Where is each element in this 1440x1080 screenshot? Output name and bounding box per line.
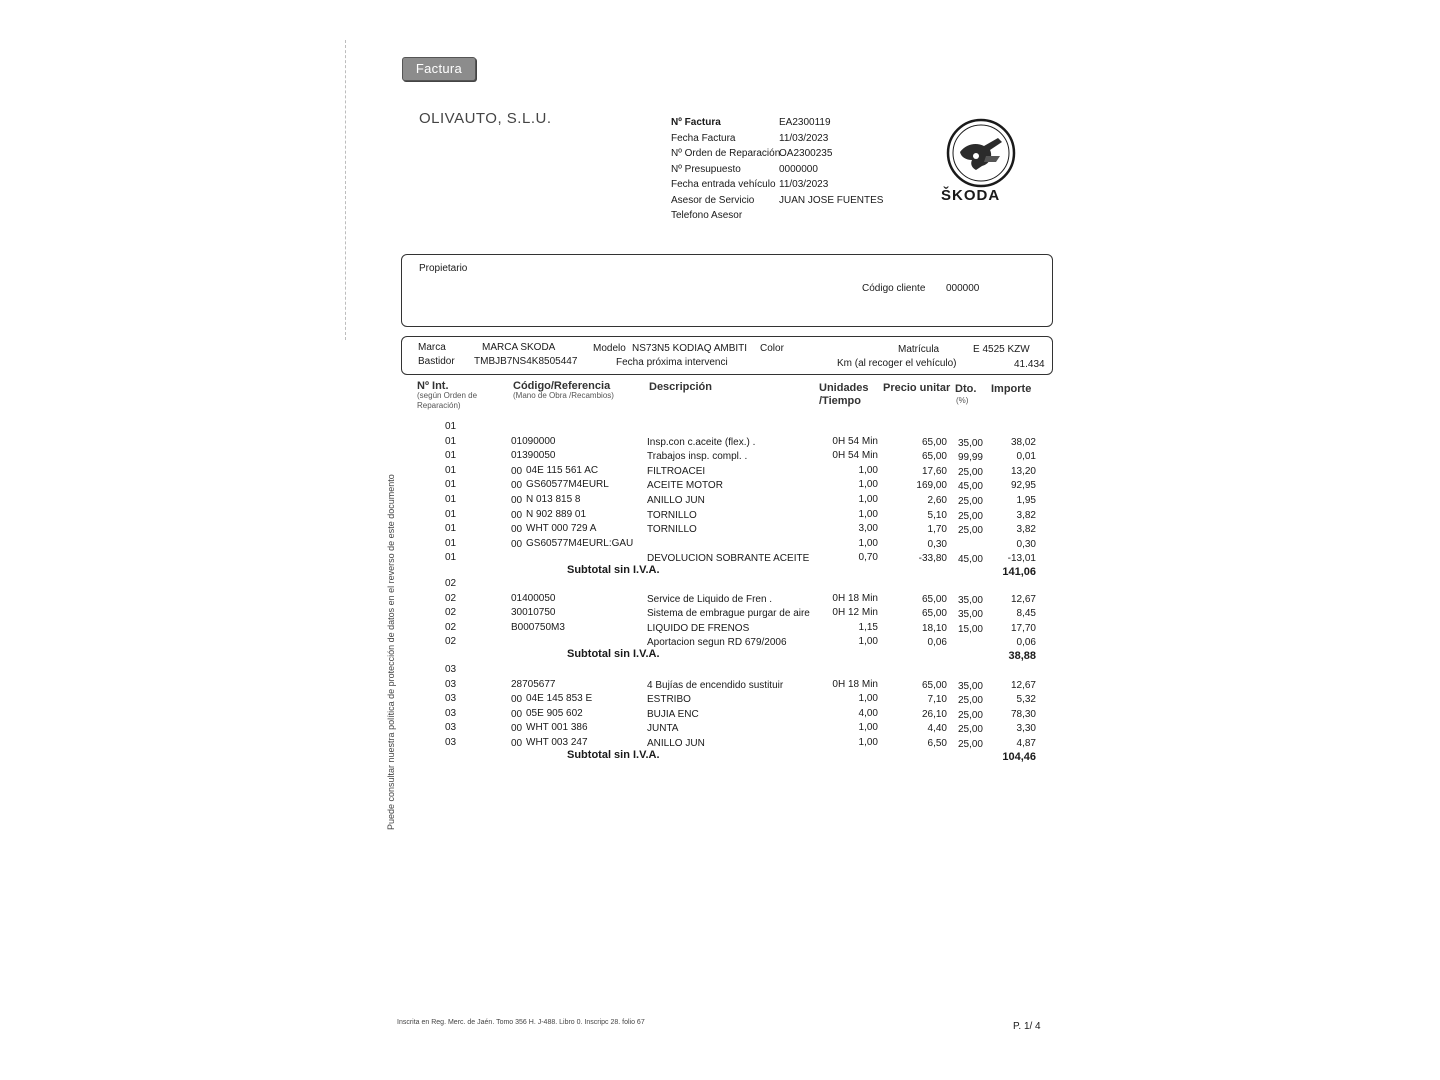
line-amount: -13,01 [1007, 553, 1036, 565]
line-code-prefix: 00 [511, 495, 523, 506]
line-code: N 013 815 8 [526, 494, 581, 505]
privacy-side-note: Puede consultar nuestra política de protección de datos en el reverso de este documento [386, 474, 396, 830]
line-int-number: 01 [445, 464, 457, 476]
line-description: ANILLO JUN [647, 738, 705, 749]
line-units: 0H 18 Min [832, 592, 878, 604]
group-subtotal-label: Subtotal sin I.V.A. [567, 748, 660, 761]
col-header-dto: Dto. [955, 383, 977, 395]
page-number: P. 1/ 4 [1013, 1021, 1041, 1032]
line-int-number: 01 [445, 479, 457, 491]
line-int-number: 01 [445, 494, 457, 505]
line-code: WHT 001 386 [526, 722, 588, 734]
line-amount: 17,70 [1010, 622, 1036, 634]
meta-row-budget [671, 164, 901, 179]
line-unit-price: 65,00 [921, 679, 947, 691]
marca-value: MARCA SKODA [482, 342, 556, 353]
line-amount: 1,95 [1016, 495, 1036, 506]
line-description: DEVOLUCION SOBRANTE ACEITE [647, 553, 810, 565]
meta-label: Telefono Asesor [671, 210, 743, 221]
line-units: 4,00 [858, 707, 878, 719]
marca-label: Marca [418, 342, 446, 353]
line-unit-price: 1,70 [927, 524, 947, 536]
col-subheader-nint: (según Orden de Reparación) [417, 391, 478, 410]
line-amount: 3,30 [1016, 723, 1036, 735]
line-description: ACEITE MOTOR [647, 480, 723, 492]
line-code: 04E 115 561 AC [526, 464, 599, 476]
meta-row-invoice-date [671, 133, 901, 148]
line-description: TORNILLO [647, 524, 697, 536]
line-description: Aportacion segun RD 679/2006 [647, 637, 787, 649]
line-units: 1,15 [858, 621, 878, 633]
col-subheader-codigo: (Mano de Obra /Recambios) [513, 391, 614, 400]
meta-label: Nº Orden de Reparación [671, 148, 781, 159]
line-description: JUNTA [647, 723, 679, 735]
meta-label: Nº Presupuesto [671, 163, 741, 175]
line-code-prefix: 00 [511, 694, 523, 706]
line-int-number: 02 [445, 621, 457, 633]
line-discount: 35,00 [957, 437, 983, 449]
line-amount: 0,06 [1016, 637, 1036, 649]
line-amount: 8,45 [1016, 608, 1036, 620]
line-code: WHT 000 729 A [526, 523, 597, 535]
line-code: 01390050 [511, 450, 556, 462]
line-int-number: 02 [445, 636, 457, 648]
modelo-value: NS73N5 KODIAQ AMBITI [632, 343, 748, 354]
meta-value: OA2300235 [779, 148, 833, 159]
line-description: ESTRIBO [647, 694, 691, 706]
line-units: 1,00 [858, 479, 878, 491]
line-int-number: 02 [445, 607, 457, 619]
line-units: 1,00 [858, 508, 878, 520]
line-code-prefix: 00 [511, 524, 523, 536]
meta-label: Fecha entrada vehículo [671, 179, 776, 190]
meta-label: Asesor de Servicio [671, 194, 755, 206]
line-description: Insp.con c.aceite (flex.) . [647, 436, 756, 448]
line-unit-price: 5,10 [927, 509, 947, 521]
line-int-number: 03 [445, 737, 457, 748]
line-units: 1,00 [858, 737, 878, 748]
group-subtotal-value: 38,88 [1008, 650, 1036, 662]
line-description: ANILLO JUN [647, 495, 705, 506]
line-int-number: 01 [445, 523, 457, 535]
col-header-codigo: Código/Referencia [513, 380, 611, 392]
client-code-label: Código cliente [862, 283, 926, 294]
meta-row-advisor [671, 195, 901, 210]
client-code-value: 000000 [946, 283, 980, 294]
line-unit-price: 0,30 [927, 538, 947, 550]
line-int-number: 01 [445, 435, 457, 447]
meta-value: 11/03/2023 [779, 132, 829, 144]
line-units: 0H 54 Min [832, 435, 878, 447]
line-code: 05E 905 602 [526, 707, 583, 719]
group-number: 02 [445, 578, 457, 589]
line-int-number: 03 [445, 678, 457, 690]
group-subtotal-value: 141,06 [1002, 566, 1036, 578]
col-header-precio: Precio unitar [883, 382, 951, 394]
line-description: BUJIA ENC [647, 708, 699, 720]
owner-label: Propietario [419, 263, 468, 274]
meta-value: JUAN JOSE FUENTES [779, 194, 884, 206]
line-code: 01400050 [511, 592, 556, 604]
bastidor-label: Bastidor [418, 356, 455, 367]
line-unit-price: 2,60 [927, 495, 947, 506]
line-unit-price: 0,06 [927, 637, 947, 649]
line-amount: 13,20 [1010, 465, 1036, 477]
line-discount: 25,00 [957, 525, 983, 537]
col-subheader-dto: (%) [956, 396, 969, 405]
meta-label: Nº Factura [671, 117, 721, 128]
group-subtotal-label: Subtotal sin I.V.A. [567, 564, 660, 576]
line-int-number: 02 [445, 592, 457, 604]
meta-row-entry-date [671, 179, 901, 194]
line-unit-price: 17,60 [921, 465, 947, 477]
line-code-prefix: 00 [511, 708, 523, 720]
line-int-number: 01 [445, 508, 457, 520]
line-units: 0H 12 Min [832, 607, 878, 619]
line-discount: 35,00 [957, 594, 983, 606]
line-amount: 78,30 [1010, 708, 1036, 720]
line-int-number: 01 [445, 552, 457, 564]
line-amount: 12,67 [1010, 679, 1036, 691]
meta-row-advisor-phone [671, 210, 901, 225]
line-description: LIQUIDO DE FRENOS [647, 622, 750, 634]
meta-value: 11/03/2023 [779, 179, 829, 190]
line-units: 1,00 [858, 537, 878, 549]
line-description: TORNILLO [647, 509, 697, 521]
matricula-label: Matrícula [898, 344, 940, 355]
line-description: FILTROACEI [647, 465, 706, 477]
group-number: 01 [445, 421, 457, 432]
line-code: 28705677 [511, 678, 556, 690]
km-value: 41.434 [1014, 359, 1045, 370]
line-discount: 45,00 [957, 554, 983, 566]
company-name: OLIVAUTO, S.L.U. [419, 110, 552, 127]
line-amount: 3,82 [1016, 524, 1036, 536]
modelo-label: Modelo [593, 343, 626, 354]
line-amount: 4,87 [1016, 738, 1036, 749]
line-description: Trabajos insp. compl. . [647, 451, 748, 463]
line-units: 1,00 [858, 494, 878, 505]
line-description: Service de Liquido de Fren . [647, 593, 773, 605]
line-unit-price: 65,00 [921, 451, 947, 463]
line-description: Sistema de embrague purgar de aire [647, 608, 810, 620]
line-code-prefix: 00 [511, 723, 523, 735]
line-amount: 38,02 [1010, 436, 1036, 448]
line-int-number: 03 [445, 693, 457, 705]
matricula-value: E 4525 KZW [973, 344, 1030, 355]
line-units: 1,00 [858, 636, 878, 648]
line-code-prefix: 00 [511, 538, 523, 550]
line-discount: 25,00 [957, 510, 983, 522]
line-discount: 25,00 [957, 724, 983, 736]
line-unit-price: 65,00 [921, 593, 947, 605]
document-type-badge: Factura [402, 57, 476, 81]
meta-row-invoice-number [671, 117, 901, 132]
line-code-prefix: 00 [511, 465, 523, 477]
line-code: WHT 003 247 [526, 737, 588, 748]
line-int-number: 03 [445, 707, 457, 719]
line-amount: 5,32 [1016, 694, 1036, 706]
line-unit-price: 65,00 [921, 436, 947, 448]
line-units: 1,00 [858, 693, 878, 705]
col-header-importe: Importe [991, 383, 1032, 395]
line-unit-price: 169,00 [916, 480, 947, 492]
line-units: 1,00 [858, 722, 878, 734]
line-discount: 15,00 [957, 623, 983, 635]
meta-value: 0000000 [779, 163, 818, 175]
line-units: 1,00 [858, 464, 878, 476]
brand-wordmark: ŠKODA [941, 187, 1001, 204]
skoda-arrow-logo-icon [946, 118, 1016, 188]
line-unit-price: 7,10 [927, 694, 947, 706]
owner-box [401, 254, 1053, 327]
vehicle-box [401, 336, 1053, 375]
line-code: GS60577M4EURL:GAU [526, 537, 634, 549]
line-unit-price: -33,80 [918, 553, 947, 565]
line-units: 0H 18 Min [832, 678, 878, 690]
line-unit-price: 65,00 [921, 608, 947, 620]
line-discount: 45,00 [957, 481, 983, 493]
bastidor-value: TMBJB7NS4K8505447 [474, 356, 578, 367]
line-int-number: 01 [445, 537, 457, 549]
color-label: Color [760, 343, 784, 354]
line-code: GS60577M4EURL [526, 479, 609, 491]
group-number: 03 [445, 664, 457, 675]
line-discount: 99,99 [957, 452, 983, 464]
line-int-number: 01 [445, 450, 457, 462]
line-discount: 25,00 [957, 695, 983, 707]
line-unit-price: 18,10 [921, 622, 947, 634]
line-discount: 25,00 [957, 466, 983, 478]
line-description: 4 Bujías de encendido sustituir [647, 679, 784, 691]
line-code: 30010750 [511, 607, 556, 619]
line-amount: 0,01 [1016, 451, 1036, 463]
meta-label: Fecha Factura [671, 132, 736, 144]
km-label: Km (al recoger el vehículo) [837, 358, 957, 369]
next-service-label: Fecha próxima intervenci [616, 357, 728, 368]
line-unit-price: 26,10 [921, 708, 947, 720]
line-discount: 25,00 [957, 496, 983, 507]
col-header-unidades: Unidades /Tiempo [819, 382, 869, 407]
line-code: B000750M3 [511, 621, 565, 633]
line-code-prefix: 00 [511, 738, 523, 749]
line-unit-price: 4,40 [927, 723, 947, 735]
line-units: 0,70 [858, 552, 878, 564]
line-discount: 35,00 [957, 680, 983, 692]
line-discount: 25,00 [957, 709, 983, 721]
line-code: 04E 145 853 E [526, 693, 593, 705]
col-header-descripcion: Descripción [649, 381, 712, 393]
line-amount: 3,82 [1016, 509, 1036, 521]
line-units: 0H 54 Min [832, 450, 878, 462]
line-discount: 35,00 [957, 609, 983, 621]
line-units: 3,00 [858, 523, 878, 535]
line-discount: 25,00 [957, 739, 983, 750]
line-code: 01090000 [511, 435, 556, 447]
line-amount: 92,95 [1010, 480, 1036, 492]
col-header-nint: Nº Int. [417, 380, 449, 392]
line-code-prefix: 00 [511, 509, 523, 521]
line-amount: 12,67 [1010, 593, 1036, 605]
line-unit-price: 6,50 [927, 738, 947, 749]
registry-footer: Inscrita en Reg. Merc. de Jaén. Tomo 356 H. J-488. Libro 0. Inscripc 28. folio 67 [397, 1019, 645, 1026]
meta-value: EA2300119 [779, 117, 831, 128]
line-code: N 902 889 01 [526, 508, 587, 520]
meta-row-repair-order [671, 148, 901, 163]
line-code-prefix: 00 [511, 480, 523, 492]
page-edge-rule [345, 40, 346, 340]
line-amount: 0,30 [1016, 538, 1036, 550]
group-subtotal-value: 104,46 [1002, 750, 1036, 763]
group-subtotal-label: Subtotal sin I.V.A. [567, 648, 660, 660]
line-int-number: 03 [445, 722, 457, 734]
